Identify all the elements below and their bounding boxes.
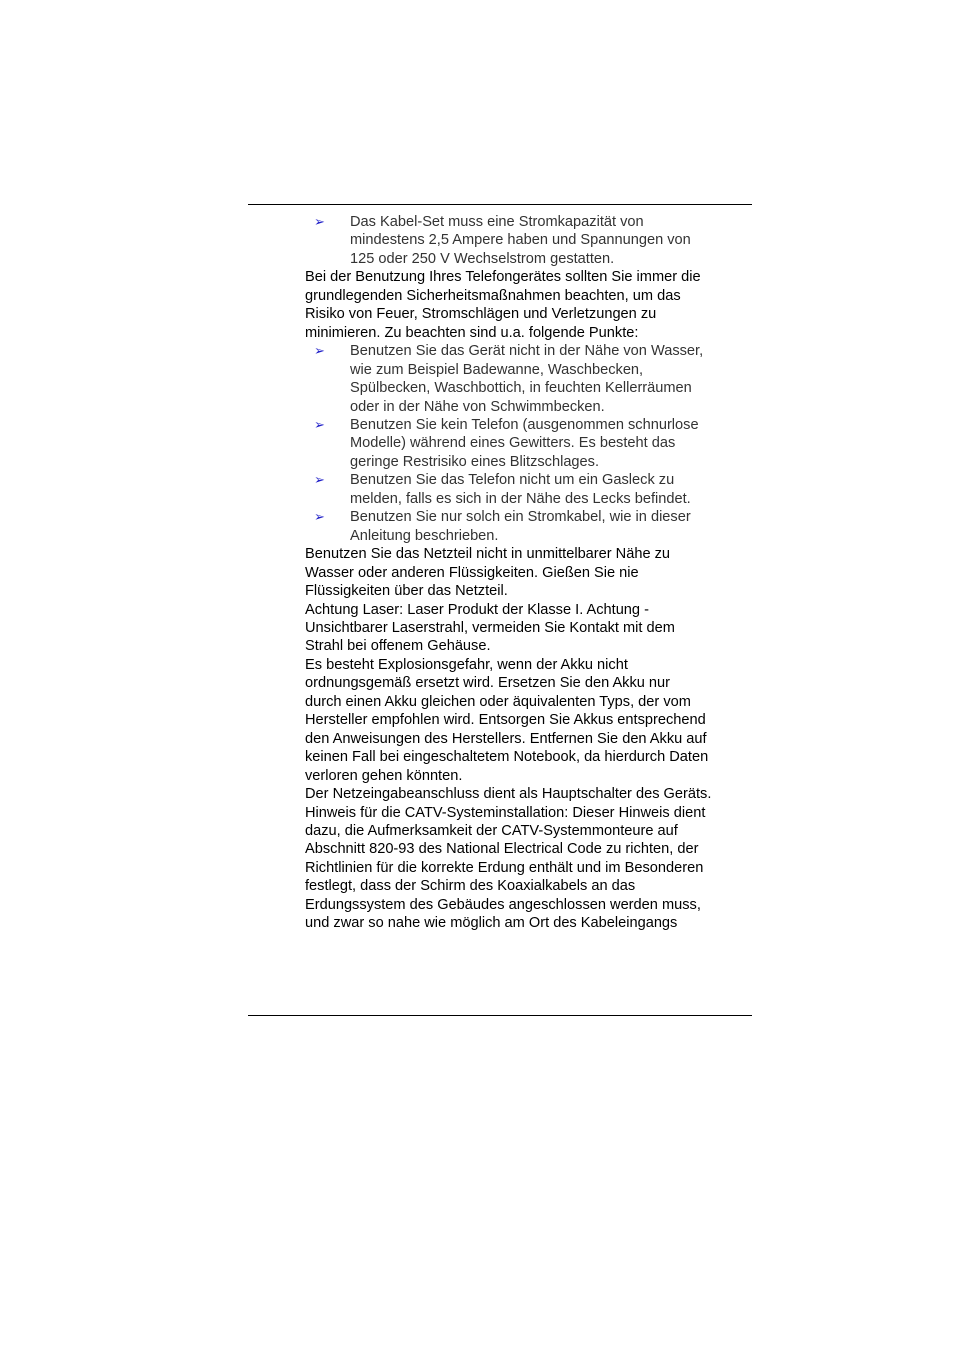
- bullet-item: [305, 213, 761, 268]
- paragraph-line: Wasser oder anderen Flüssigkeiten. Gießen Sie nie: [305, 564, 639, 581]
- paragraph-line: Hinweis für die CATV-Systeminstallation: Dieser Hinweis dient: [305, 804, 706, 821]
- paragraph-line: Benutzen Sie das Netzteil nicht in unmittelbarer Nähe zu: [305, 546, 671, 563]
- paragraph-line: verloren gehen könnten.: [305, 767, 463, 784]
- paragraph-line: Erdungssystem des Gebäudes angeschlossen werden muss,: [305, 896, 701, 913]
- bullet-text-line: Anleitung beschrieben.: [350, 527, 499, 544]
- paragraph-line: Hersteller empfohlen wird. Entsorgen Sie Akkus entsprechend: [305, 712, 706, 729]
- bullet-item: [305, 471, 761, 508]
- paragraph: [305, 545, 761, 600]
- bullet-text-line: wie zum Beispiel Badewanne, Waschbecken,: [350, 361, 644, 378]
- bullet-text-line: melden, falls es sich in der Nähe des Lecks befindet.: [350, 490, 691, 507]
- document-body: [305, 213, 761, 933]
- paragraph-line: Bei der Benutzung Ihres Telefongerätes sollten Sie immer die: [305, 269, 701, 286]
- paragraph: [305, 601, 761, 656]
- arrow-bullet-icon: ➢: [314, 214, 325, 229]
- paragraph-line: Risiko von Feuer, Stromschlägen und Verletzungen zu: [305, 306, 657, 323]
- paragraph-line: ordnungsgemäß ersetzt wird. Ersetzen Sie den Akku nur: [305, 675, 671, 692]
- bottom-rule: [248, 1015, 752, 1016]
- paragraph-line: Der Netzeingabeanschluss dient als Hauptschalter des Geräts.: [305, 786, 712, 803]
- paragraph: [305, 785, 761, 803]
- paragraph: [305, 268, 761, 342]
- paragraph-line: keinen Fall bei eingeschaltetem Notebook, da hierdurch Daten: [305, 749, 709, 766]
- bullet-text-line: oder in der Nähe von Schwimmbecken.: [350, 398, 605, 415]
- arrow-bullet-icon: ➢: [314, 472, 325, 488]
- bullet-text-line: Spülbecken, Waschbottich, in feuchten Kellerräumen: [350, 380, 692, 397]
- bullet-text-line: Das Kabel-Set muss eine Stromkapazität von: [350, 214, 644, 230]
- arrow-bullet-icon: ➢: [314, 416, 325, 432]
- paragraph: [305, 656, 761, 785]
- arrow-bullet-icon: ➢: [314, 343, 325, 359]
- paragraph-line: und zwar so nahe wie möglich am Ort des Kabeleingangs: [305, 915, 678, 932]
- bullet-text-line: Benutzen Sie das Gerät nicht in der Nähe von Wasser,: [350, 343, 704, 360]
- paragraph-line: grundlegenden Sicherheitsmaßnahmen beachten, um das: [305, 287, 681, 304]
- bullet-text-line: Benutzen Sie kein Telefon (ausgenommen schnurlose: [350, 416, 699, 433]
- bullet-item: [305, 342, 761, 416]
- paragraph-line: minimieren. Zu beachten sind u.a. folgende Punkte:: [305, 324, 639, 341]
- bullet-list: [305, 342, 761, 545]
- paragraph: [305, 804, 761, 933]
- paragraph-line: Es besteht Explosionsgefahr, wenn der Akku nicht: [305, 656, 628, 673]
- paragraph-line: Strahl bei offenem Gehäuse.: [305, 638, 491, 655]
- paragraph-line: dazu, die Aufmerksamkeit der CATV-Systemmonteure auf: [305, 822, 678, 839]
- bullet-item: [305, 508, 761, 545]
- paragraph-line: durch einen Akku gleichen oder äquivalenten Typs, der vom: [305, 693, 691, 710]
- bullet-text-line: mindestens 2,5 Ampere haben und Spannungen von: [350, 232, 691, 249]
- bullet-text-line: Modelle) während eines Gewitters. Es besteht das: [350, 435, 676, 452]
- paragraph-line: festlegt, dass der Schirm des Koaxialkabels an das: [305, 878, 636, 895]
- paragraph-line: den Anweisungen des Herstellers. Entfernen Sie den Akku auf: [305, 730, 707, 747]
- bullet-item: [305, 416, 761, 471]
- top-rule: [248, 204, 752, 205]
- arrow-bullet-icon: ➢: [314, 509, 325, 525]
- paragraph-line: Richtlinien für die korrekte Erdung enthält und im Besonderen: [305, 859, 704, 876]
- bullet-text-line: 125 oder 250 V Wechselstrom gestatten.: [350, 250, 615, 267]
- paragraph-line: Achtung Laser: Laser Produkt der Klasse I. Achtung -: [305, 601, 649, 618]
- bullet-list: [305, 213, 761, 268]
- bullet-text-line: Benutzen Sie das Telefon nicht um ein Gasleck zu: [350, 472, 675, 489]
- paragraph-line: Abschnitt 820-93 des National Electrical Code zu richten, der: [305, 841, 699, 858]
- paragraph-line: Unsichtbarer Laserstrahl, vermeiden Sie Kontakt mit dem: [305, 619, 675, 636]
- bullet-text-line: Benutzen Sie nur solch ein Stromkabel, wie in dieser: [350, 509, 691, 526]
- bullet-text-line: geringe Restrisiko eines Blitzschlages.: [350, 453, 600, 470]
- paragraph-line: Flüssigkeiten über das Netzteil.: [305, 583, 508, 600]
